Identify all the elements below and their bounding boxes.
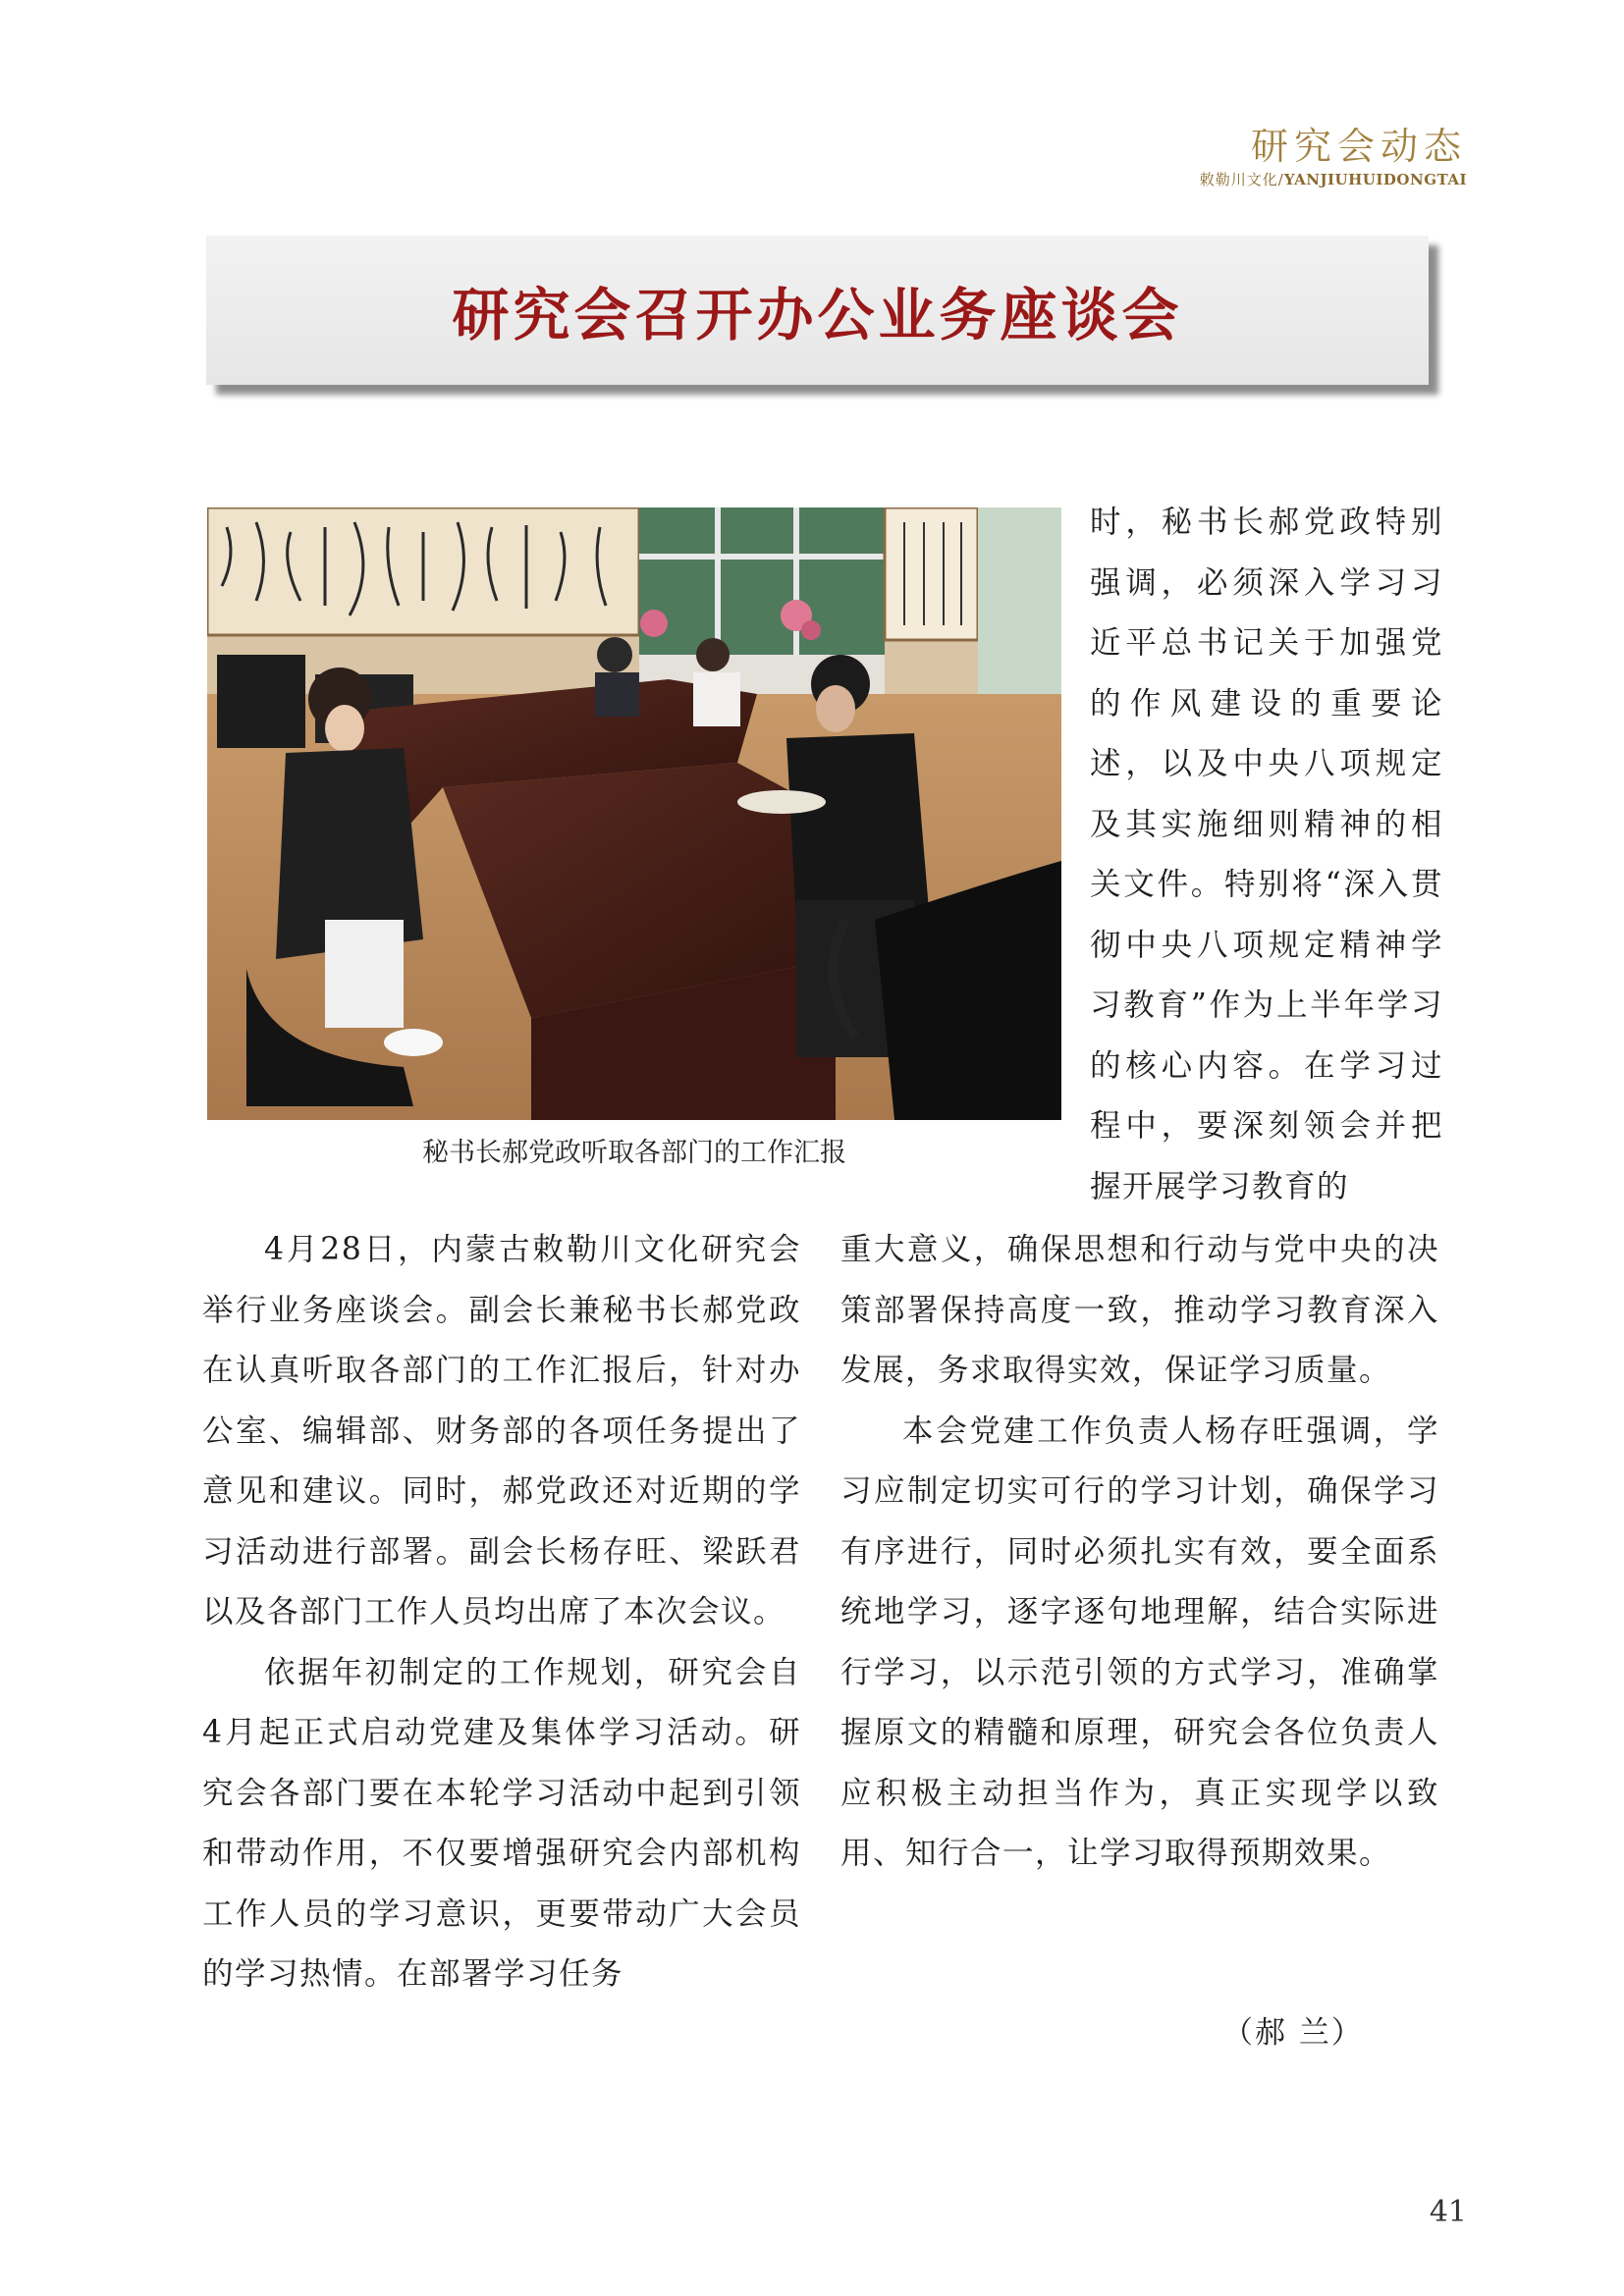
- left-column: [202, 1220, 801, 2005]
- article-title-banner: [206, 236, 1429, 385]
- subtitle-separator: /: [1277, 171, 1284, 188]
- paragraph: 4月28日，内蒙古敕勒川文化研究会举行业务座谈会。副会长兼秘书长郝党政在认真听取各部门的工作汇报后，针对办公室、编辑部、财务部的各项任务提出了意见和建议。同时，郝党政还对近期的学习活动进行部署。副会长杨存旺、梁跃君以及各部门工作人员均出席了本次会议。: [202, 1232, 801, 1629]
- section-pinyin: YANJIUHUIDONGTAI: [1283, 171, 1467, 188]
- page-number: 41: [1429, 2195, 1467, 2229]
- side-column-text: 时，秘书长郝党政特别强调，必须深入学习习近平总书记关于加强党的作风建设的重要论述，以及中央八项规定及其实施细则精神的相关文件。特别将“深入贯彻中央八项规定精神学习教育”作为上半年学习的核心内容。在学习过程中，要深刻领会并把握开展学习教育的: [1090, 505, 1443, 1204]
- journal-name: 敕勒川文化: [1199, 171, 1278, 188]
- section-title: 研究会动态: [1250, 125, 1467, 168]
- right-column: [840, 1220, 1439, 1885]
- author-signature: （郝 兰）: [1222, 2015, 1364, 2051]
- paragraph: 重大意义，确保思想和行动与党中央的决策部署保持高度一致，推动学习教育深入发展，务求取得实效，保证学习质量。: [840, 1232, 1439, 1388]
- paragraph: 依据年初制定的工作规划，研究会自4月起正式启动党建及集体学习活动。研究会各部门要在本轮学习活动中起到引领和带动作用，不仅要增强研究会内部机构工作人员的学习意识，更要带动广大会员的学习热情。在部署学习任务: [202, 1654, 801, 1992]
- article-title: 研究会召开办公业务座谈会: [452, 282, 1183, 348]
- section-subtitle: [1200, 169, 1467, 189]
- photo-caption: 秘书长郝党政听取各部门的工作汇报: [422, 1138, 846, 1168]
- paragraph: 本会党建工作负责人杨存旺强调，学习应制定切实可行的学习计划，确保学习有序进行，同时必须扎实有效，要全面系统地学习，逐字逐句地理解，结合实际进行学习，以示范引领的方式学习，准确掌握原文的精髓和原理，研究会各位负责人应积极主动担当作为，真正实现学以致用、知行合一，让学习取得预期效果。: [840, 1413, 1439, 1871]
- meeting-photo: [207, 507, 1061, 1120]
